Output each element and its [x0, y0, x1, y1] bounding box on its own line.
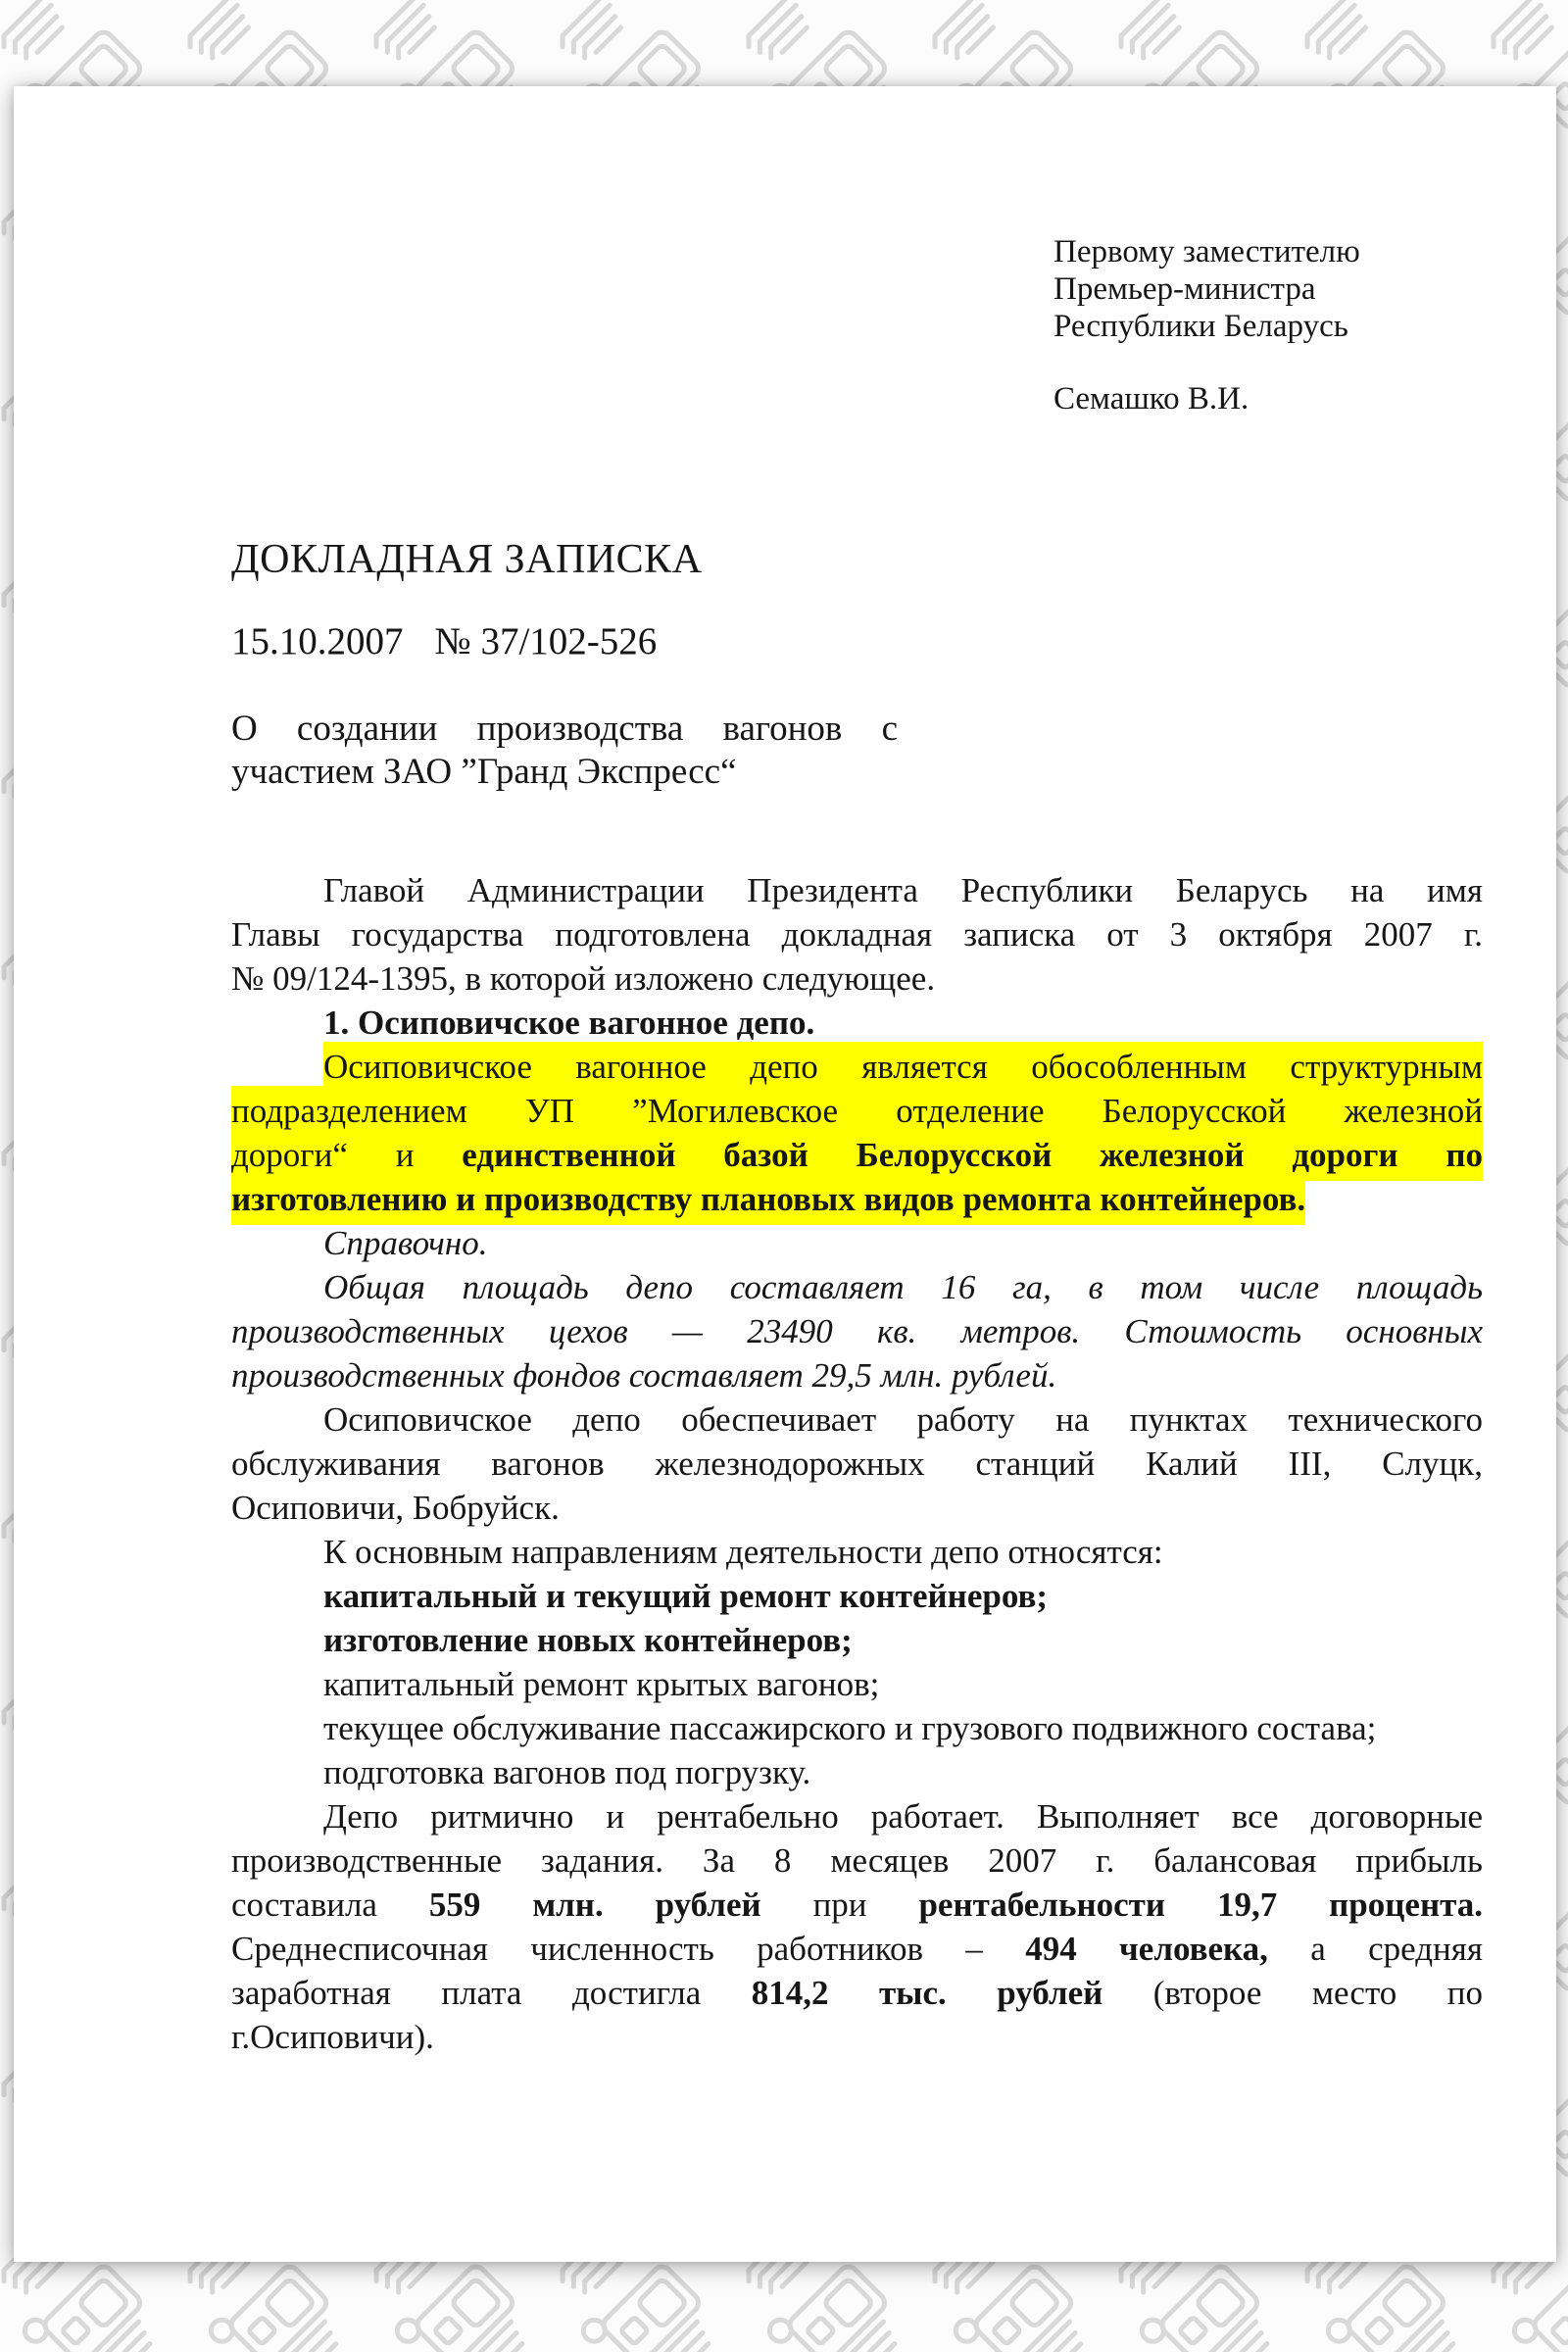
stations-paragraph-line	[231, 1397, 1483, 1442]
text-run: Справочно.	[323, 1224, 488, 1262]
reference-label	[231, 1221, 1483, 1265]
text-run: № 09/124-1395, в которой изложено следующее.	[231, 959, 936, 998]
text-run: Среднесписочная численность работников –	[231, 1930, 1026, 1968]
document-page	[14, 86, 1556, 2262]
subject-line	[231, 751, 898, 794]
text-run: 1. Осиповичское вагонное депо.	[323, 1004, 815, 1042]
text-run: Общая площадь депо составляет 16 га, в том числе площадь	[323, 1268, 1483, 1306]
text-run: (второе место по	[1102, 1974, 1483, 2012]
subject-block	[231, 708, 898, 794]
text-run: производственные задания. За 8 месяцев 2007 г. балансовая прибыль	[231, 1841, 1483, 1880]
directions-list-line	[231, 1750, 1483, 1794]
document-date: 15.10.2007	[231, 620, 404, 662]
text-run: рентабельности 19,7 процента.	[918, 1886, 1483, 1924]
text-run: текущее обслуживание пассажирского и грузового подвижного состава;	[323, 1709, 1377, 1747]
text-run: 494 человека,	[1025, 1930, 1268, 1968]
text-run: Главы государства подготовлена докладная записка от 3 октября 2007 г.	[231, 915, 1483, 954]
highlighted-text-run: Осиповичское вагонное депо является обособленным структурным	[323, 1042, 1483, 1093]
text-run: заработная плата достигла	[231, 1974, 752, 2012]
addressee-name: Семашко В.И.	[1054, 381, 1250, 416]
text-run: г.Осиповичи).	[231, 2018, 434, 2056]
addressee-block	[1054, 86, 1483, 417]
intro-paragraph-line	[231, 868, 1483, 912]
highlighted-text-run: изготовлению и производству плановых видов ремонта контейнеров.	[231, 1174, 1305, 1225]
highlighted-paragraph-line	[231, 1133, 1483, 1177]
text-run: 559 млн. рублей	[428, 1886, 761, 1924]
text-run: К основным направлениям деятельности депо относятся:	[323, 1533, 1163, 1571]
highlighted-paragraph-line	[231, 1177, 1483, 1221]
results-paragraph-line	[231, 1883, 1483, 1927]
text-run: участием ЗАО ”Гранд Экспресс“	[231, 752, 737, 792]
stations-paragraph	[231, 1397, 1483, 1530]
addressee-line: Премьер-министра	[1054, 271, 1316, 307]
addressee-line: Первому заместителю	[1054, 234, 1360, 270]
directions-list-line	[231, 1574, 1483, 1618]
reference-paragraph	[231, 1265, 1483, 1397]
directions-list	[231, 1574, 1483, 1794]
document-number: № 37/102-526	[434, 620, 658, 662]
text-run: 814,2 тыс. рублей	[751, 1974, 1103, 2012]
section-heading	[231, 1001, 1483, 1045]
document-body	[231, 868, 1483, 2059]
document-title: ДОКЛАДНАЯ ЗАПИСКА	[231, 537, 703, 582]
reference-label-line	[231, 1221, 1483, 1265]
directions-intro-line	[231, 1530, 1483, 1574]
text-run: Главой Администрации Президента Республики Беларусь на имя	[323, 871, 1483, 909]
text-run: при	[760, 1886, 919, 1924]
addressee-line: Республики Беларусь	[1054, 309, 1348, 344]
results-paragraph-line	[231, 2015, 1483, 2059]
stations-paragraph-line	[231, 1442, 1483, 1486]
text-run: производственных цехов — 23490 кв. метров. Стоимость основных	[231, 1312, 1483, 1350]
date-line	[231, 619, 1483, 664]
directions-list-line	[231, 1662, 1483, 1706]
directions-list-line	[231, 1618, 1483, 1662]
intro-paragraph-line	[231, 956, 1483, 1001]
results-paragraph-line	[231, 1838, 1483, 1883]
text-run: производственных фондов составляет 29,5 млн. рублей.	[231, 1356, 1057, 1395]
text-run: подготовка вагонов под погрузку.	[323, 1753, 811, 1791]
highlighted-text-run: единственной базой Белорусской железной дороги по	[462, 1130, 1483, 1181]
text-run: составила	[231, 1886, 429, 1924]
directions-list-line	[231, 1706, 1483, 1750]
highlighted-text-run: дороги“ и	[231, 1130, 462, 1181]
results-paragraph-line	[231, 1927, 1483, 1971]
highlighted-paragraph-line	[231, 1089, 1483, 1133]
reference-paragraph-line	[231, 1265, 1483, 1309]
subject-line	[231, 708, 898, 751]
results-paragraph-line	[231, 1971, 1483, 2015]
text-run: Осиповичи, Бобруйск.	[231, 1489, 560, 1527]
highlighted-text-run: подразделением УП ”Могилевское отделение Белорусской железной	[231, 1086, 1483, 1137]
stations-paragraph-line	[231, 1486, 1483, 1530]
intro-paragraph-line	[231, 912, 1483, 956]
text-run: капитальный и текущий ремонт контейнеров;	[323, 1577, 1049, 1615]
results-paragraph-line	[231, 1794, 1483, 1838]
text-run: О создании производства вагонов с	[231, 709, 898, 749]
intro-paragraph	[231, 868, 1483, 1001]
highlighted-paragraph	[231, 1045, 1483, 1221]
text-run: изготовление новых контейнеров;	[323, 1621, 853, 1659]
reference-paragraph-line	[231, 1353, 1483, 1397]
text-run: капитальный ремонт крытых вагонов;	[323, 1665, 880, 1703]
text-run: Депо ритмично и рентабельно работает. Выполняет все договорные	[323, 1797, 1483, 1836]
directions-intro	[231, 1530, 1483, 1574]
text-run: обслуживания вагонов железнодорожных станций Калий III, Слуцк,	[231, 1445, 1483, 1483]
text-run: Осиповичское депо обеспечивает работу на пунктах технического	[323, 1400, 1483, 1439]
results-paragraph	[231, 1794, 1483, 2059]
document-content	[14, 86, 1556, 2059]
highlighted-paragraph-line	[231, 1045, 1483, 1089]
text-run: а средняя	[1267, 1930, 1483, 1968]
section-heading-line	[231, 1001, 1483, 1045]
reference-paragraph-line	[231, 1309, 1483, 1353]
